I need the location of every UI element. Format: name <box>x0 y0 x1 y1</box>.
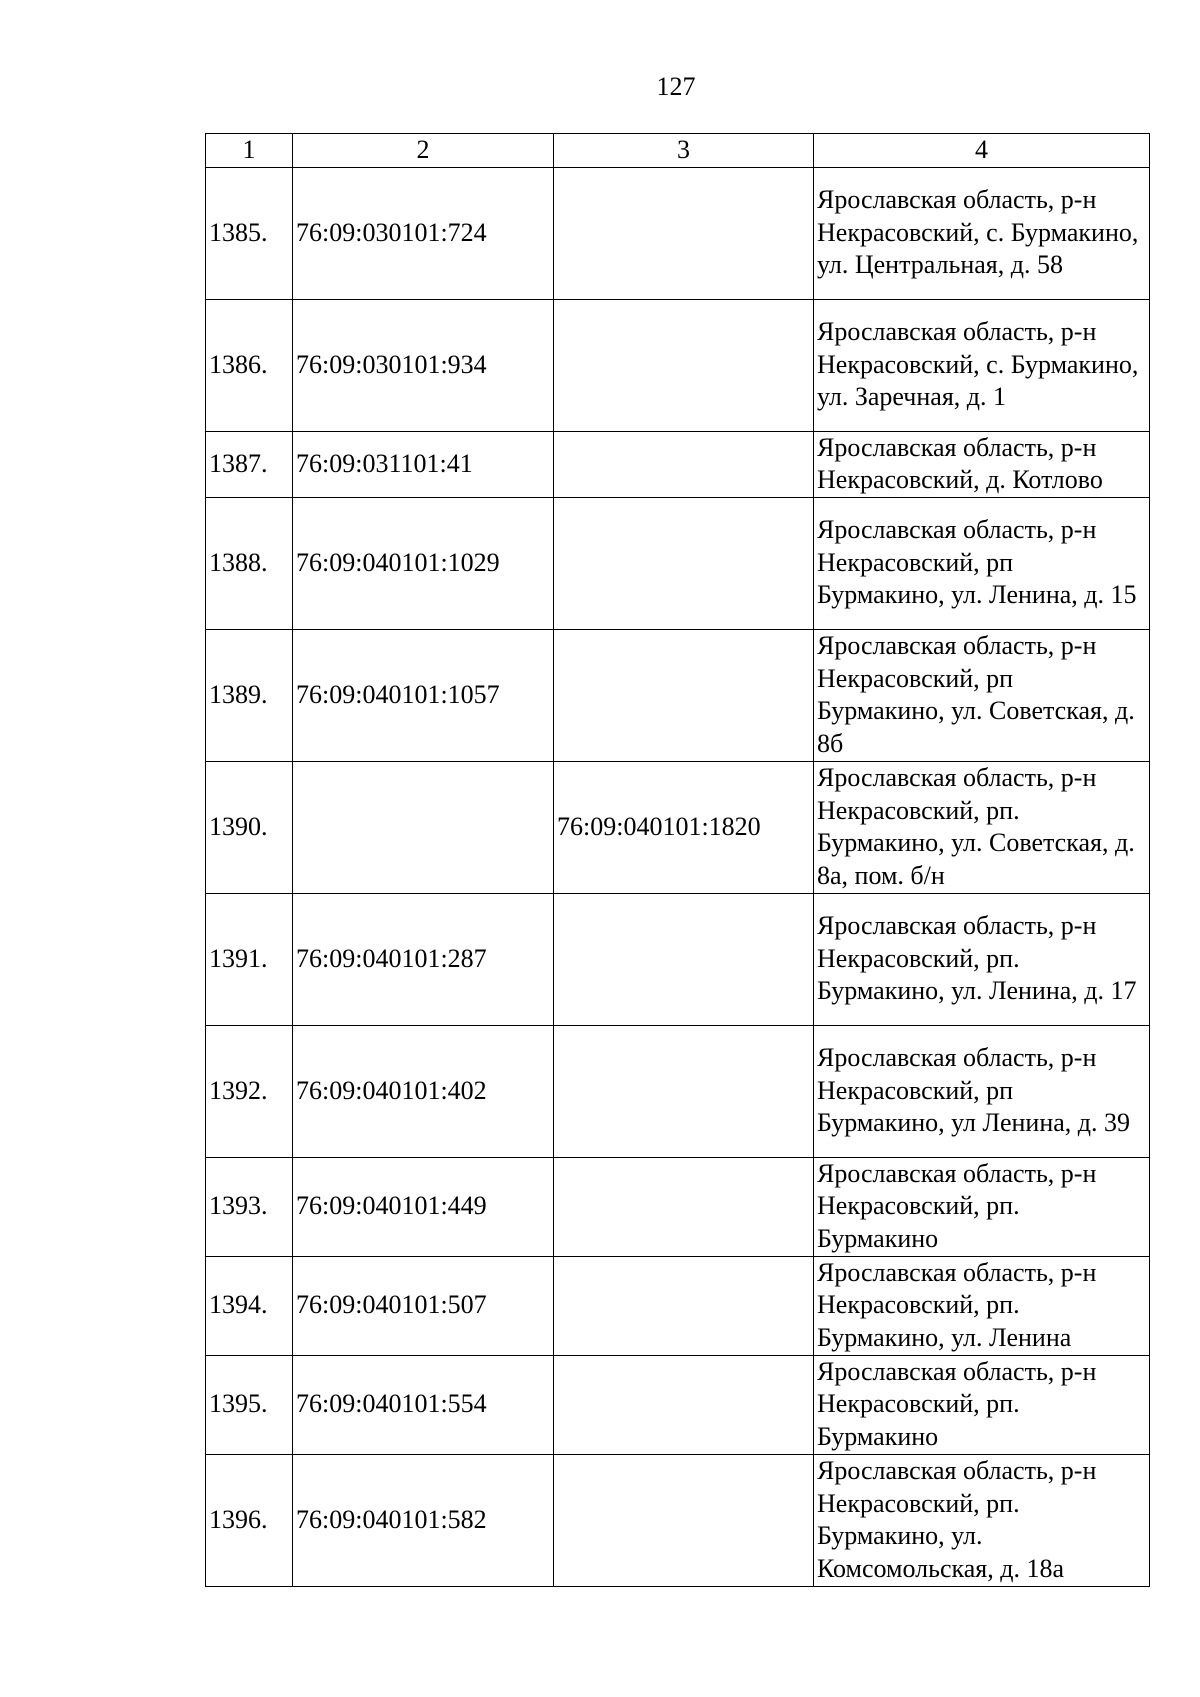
row-number-cell: 1394. <box>206 1256 293 1355</box>
address-cell: Ярославская область, р-н Некрасовский, рп Бурмакино, ул Ленина, д. 39 <box>814 1025 1150 1157</box>
cadastral-number-cell: 76:09:040101:402 <box>293 1025 554 1157</box>
address-cell: Ярославская область, р-н Некрасовский, рп. Бурмакино, ул. Комсомольская, д. 18а <box>814 1454 1150 1586</box>
cadastral-number-cell: 76:09:040101:449 <box>293 1157 554 1256</box>
table-header-row <box>206 134 1150 168</box>
table-row <box>206 299 1150 431</box>
row-number-cell: 1385. <box>206 167 293 299</box>
room-cadastral-number-cell <box>554 893 814 1025</box>
address-cell: Ярославская область, р-н Некрасовский, рп. Бурмакино <box>814 1355 1150 1454</box>
room-cadastral-number-cell <box>554 167 814 299</box>
address-cell: Ярославская область, р-н Некрасовский, рп Бурмакино, ул. Ленина, д. 15 <box>814 497 1150 629</box>
column-header-4: 4 <box>814 134 1150 168</box>
room-cadastral-number-cell <box>554 497 814 629</box>
row-number-cell: 1396. <box>206 1454 293 1586</box>
cadastral-number-cell: 76:09:040101:507 <box>293 1256 554 1355</box>
address-cell: Ярославская область, р-н Некрасовский, д. Котлово <box>814 431 1150 497</box>
row-number-cell: 1391. <box>206 893 293 1025</box>
table-row <box>206 761 1150 893</box>
column-header-3: 3 <box>554 134 814 168</box>
row-number-cell: 1390. <box>206 761 293 893</box>
room-cadastral-number-cell <box>554 1355 814 1454</box>
table-row <box>206 629 1150 761</box>
address-cell: Ярославская область, р-н Некрасовский, рп Бурмакино, ул. Советская, д. 8б <box>814 629 1150 761</box>
row-number-cell: 1387. <box>206 431 293 497</box>
table-row <box>206 1157 1150 1256</box>
table-body <box>206 167 1150 1586</box>
address-cell: Ярославская область, р-н Некрасовский, рп. Бурмакино <box>814 1157 1150 1256</box>
cadastral-number-cell: 76:09:031101:41 <box>293 431 554 497</box>
table-row <box>206 893 1150 1025</box>
room-cadastral-number-cell <box>554 1256 814 1355</box>
row-number-cell: 1389. <box>206 629 293 761</box>
room-cadastral-number-cell <box>554 1454 814 1586</box>
row-number-cell: 1386. <box>206 299 293 431</box>
table-row <box>206 1355 1150 1454</box>
cadastral-number-cell: 76:09:040101:1057 <box>293 629 554 761</box>
address-cell: Ярославская область, р-н Некрасовский, рп. Бурмакино, ул. Ленина, д. 17 <box>814 893 1150 1025</box>
cadastral-number-cell: 76:09:030101:934 <box>293 299 554 431</box>
address-cell: Ярославская область, р-н Некрасовский, рп. Бурмакино, ул. Ленина <box>814 1256 1150 1355</box>
table-row <box>206 497 1150 629</box>
room-cadastral-number-cell <box>554 1157 814 1256</box>
cadastral-number-cell: 76:09:030101:724 <box>293 167 554 299</box>
row-number-cell: 1392. <box>206 1025 293 1157</box>
table-row <box>206 167 1150 299</box>
row-number-cell: 1393. <box>206 1157 293 1256</box>
room-cadastral-number-cell <box>554 299 814 431</box>
page-number: 127 <box>656 72 696 101</box>
address-cell: Ярославская область, р-н Некрасовский, с. Бурмакино, ул. Центральная, д. 58 <box>814 167 1150 299</box>
table-row <box>206 1025 1150 1157</box>
row-number-cell: 1395. <box>206 1355 293 1454</box>
table-row <box>206 1256 1150 1355</box>
cadastral-number-cell: 76:09:040101:287 <box>293 893 554 1025</box>
room-cadastral-number-cell: 76:09:040101:1820 <box>554 761 814 893</box>
column-header-1: 1 <box>206 134 293 168</box>
address-cell: Ярославская область, р-н Некрасовский, с. Бурмакино, ул. Заречная, д. 1 <box>814 299 1150 431</box>
column-header-2: 2 <box>293 134 554 168</box>
registry-table <box>205 133 1150 1587</box>
cadastral-number-cell <box>293 761 554 893</box>
cadastral-number-cell: 76:09:040101:582 <box>293 1454 554 1586</box>
room-cadastral-number-cell <box>554 431 814 497</box>
cadastral-number-cell: 76:09:040101:1029 <box>293 497 554 629</box>
cadastral-number-cell: 76:09:040101:554 <box>293 1355 554 1454</box>
room-cadastral-number-cell <box>554 1025 814 1157</box>
row-number-cell: 1388. <box>206 497 293 629</box>
room-cadastral-number-cell <box>554 629 814 761</box>
table-row <box>206 1454 1150 1586</box>
address-cell: Ярославская область, р-н Некрасовский, рп. Бурмакино, ул. Советская, д. 8а, пом. б/н <box>814 761 1150 893</box>
table-row <box>206 431 1150 497</box>
